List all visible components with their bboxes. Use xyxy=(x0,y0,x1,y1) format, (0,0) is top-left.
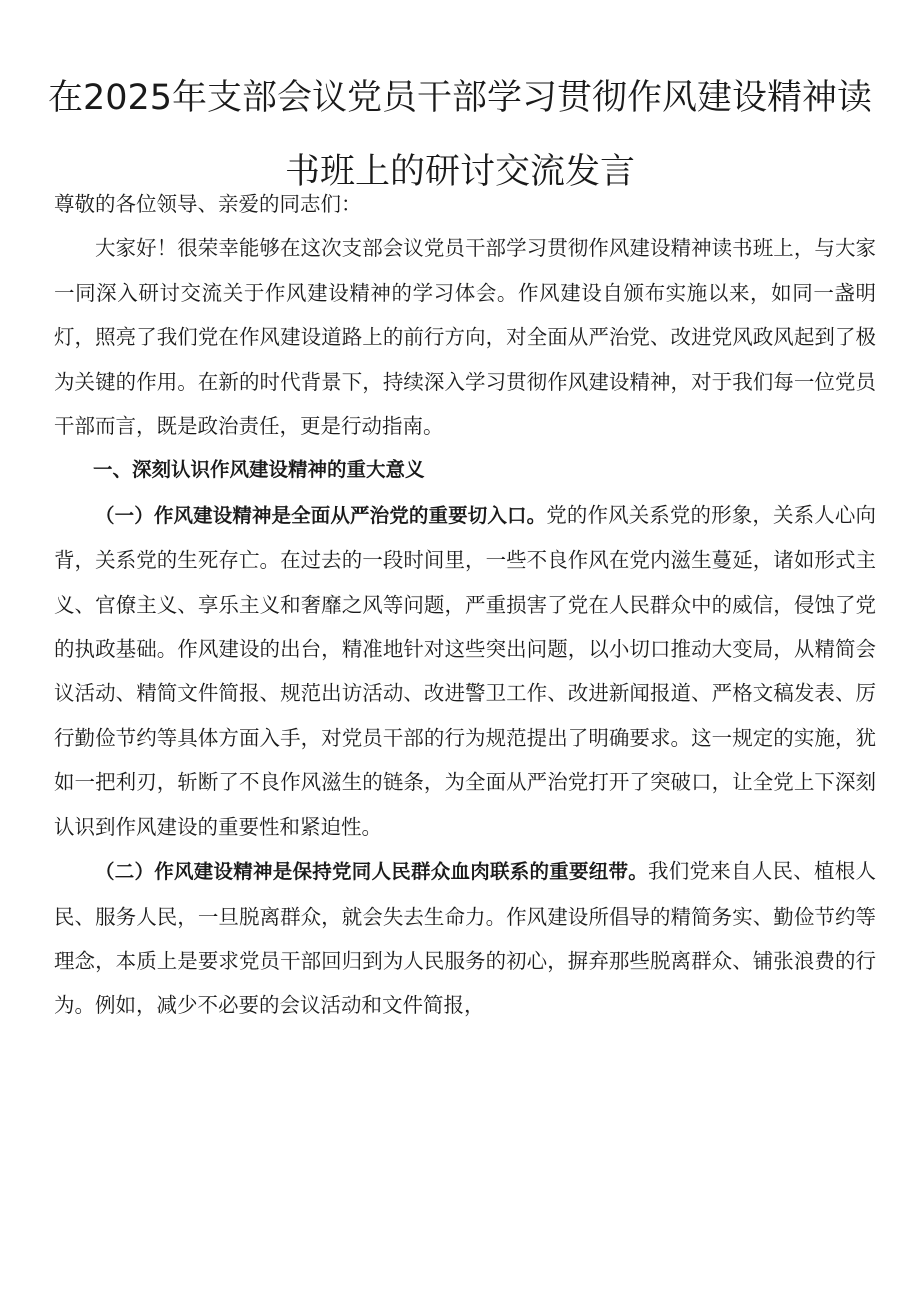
subsection-paragraph-2 xyxy=(54,849,876,1028)
title-line-1: 在2025年支部会议党员干部学习贯彻作风建设精神读 xyxy=(47,78,873,118)
document-title xyxy=(0,0,920,209)
intro-paragraph: 大家好！很荣幸能够在这次支部会议党员干部学习贯彻作风建设精神读书班上，与大家一同深入研讨交流关于作风建设精神的学习体会。作风建设自颁布实施以来，如同一盏明灯，照亮了我们党在作风建设道路上的前行方向，对全面从严治党、改进党风政风起到了极为关键的作用。在新的时代背景下，持续深入学习贯彻作风建设精神，对于我们每一位党员干部而言，既是政治责任，更是行动指南。 xyxy=(54,236,876,439)
subsection-lead-1: （一）作风建设精神是全面从严治党的重要切入口。 xyxy=(95,503,547,527)
salutation: 尊敬的各位领导、亲爱的同志们： xyxy=(54,192,362,216)
section-heading-1: 一、深刻认识作风建设精神的重大意义 xyxy=(93,458,425,482)
subsection-body-1: 党的作风关系党的形象，关系人心向背，关系党的生死存亡。在过去的一段时间里，一些不良作风在党内滋生蔓延，诸如形式主义、官僚主义、享乐主义和奢靡之风等问题，严重损害了党在人民群众中的威信，侵蚀了党的执政基础。作风建设的出台，精准地针对这些突出问题，以小切口推动大变局，从精简会议活动、精简文件简报、规范出访活动、改进警卫工作、改进新闻报道、严格文稿发表、厉行勤俭节约等具体方面入手，对党员干部的行为规范提出了明确要求。这一规定的实施，犹如一把利刃，斩断了不良作风滋生的链条，为全面从严治党打开了突破口，让全党上下深刻认识到作风建设的重要性和紧迫性。 xyxy=(54,502,876,839)
subsection-body-2: 我们党来自人民、植根人民、服务人民，一旦脱离群众，就会失去生命力。作风建设所倡导的精简务实、勤俭节约等理念，本质上是要求党员干部回归到为人民服务的初心，摒弃那些脱离群众、铺张浪费的行为。例如，减少不必要的会议活动和文件简报， xyxy=(54,859,876,1018)
title-line-2: 书班上的研讨交流发言 xyxy=(284,152,635,192)
document-body xyxy=(54,182,876,1028)
subsection-lead-2: （二）作风建设精神是保持党同人民群众血肉联系的重要纽带。 xyxy=(95,860,648,884)
subsection-paragraph-1 xyxy=(54,493,876,849)
